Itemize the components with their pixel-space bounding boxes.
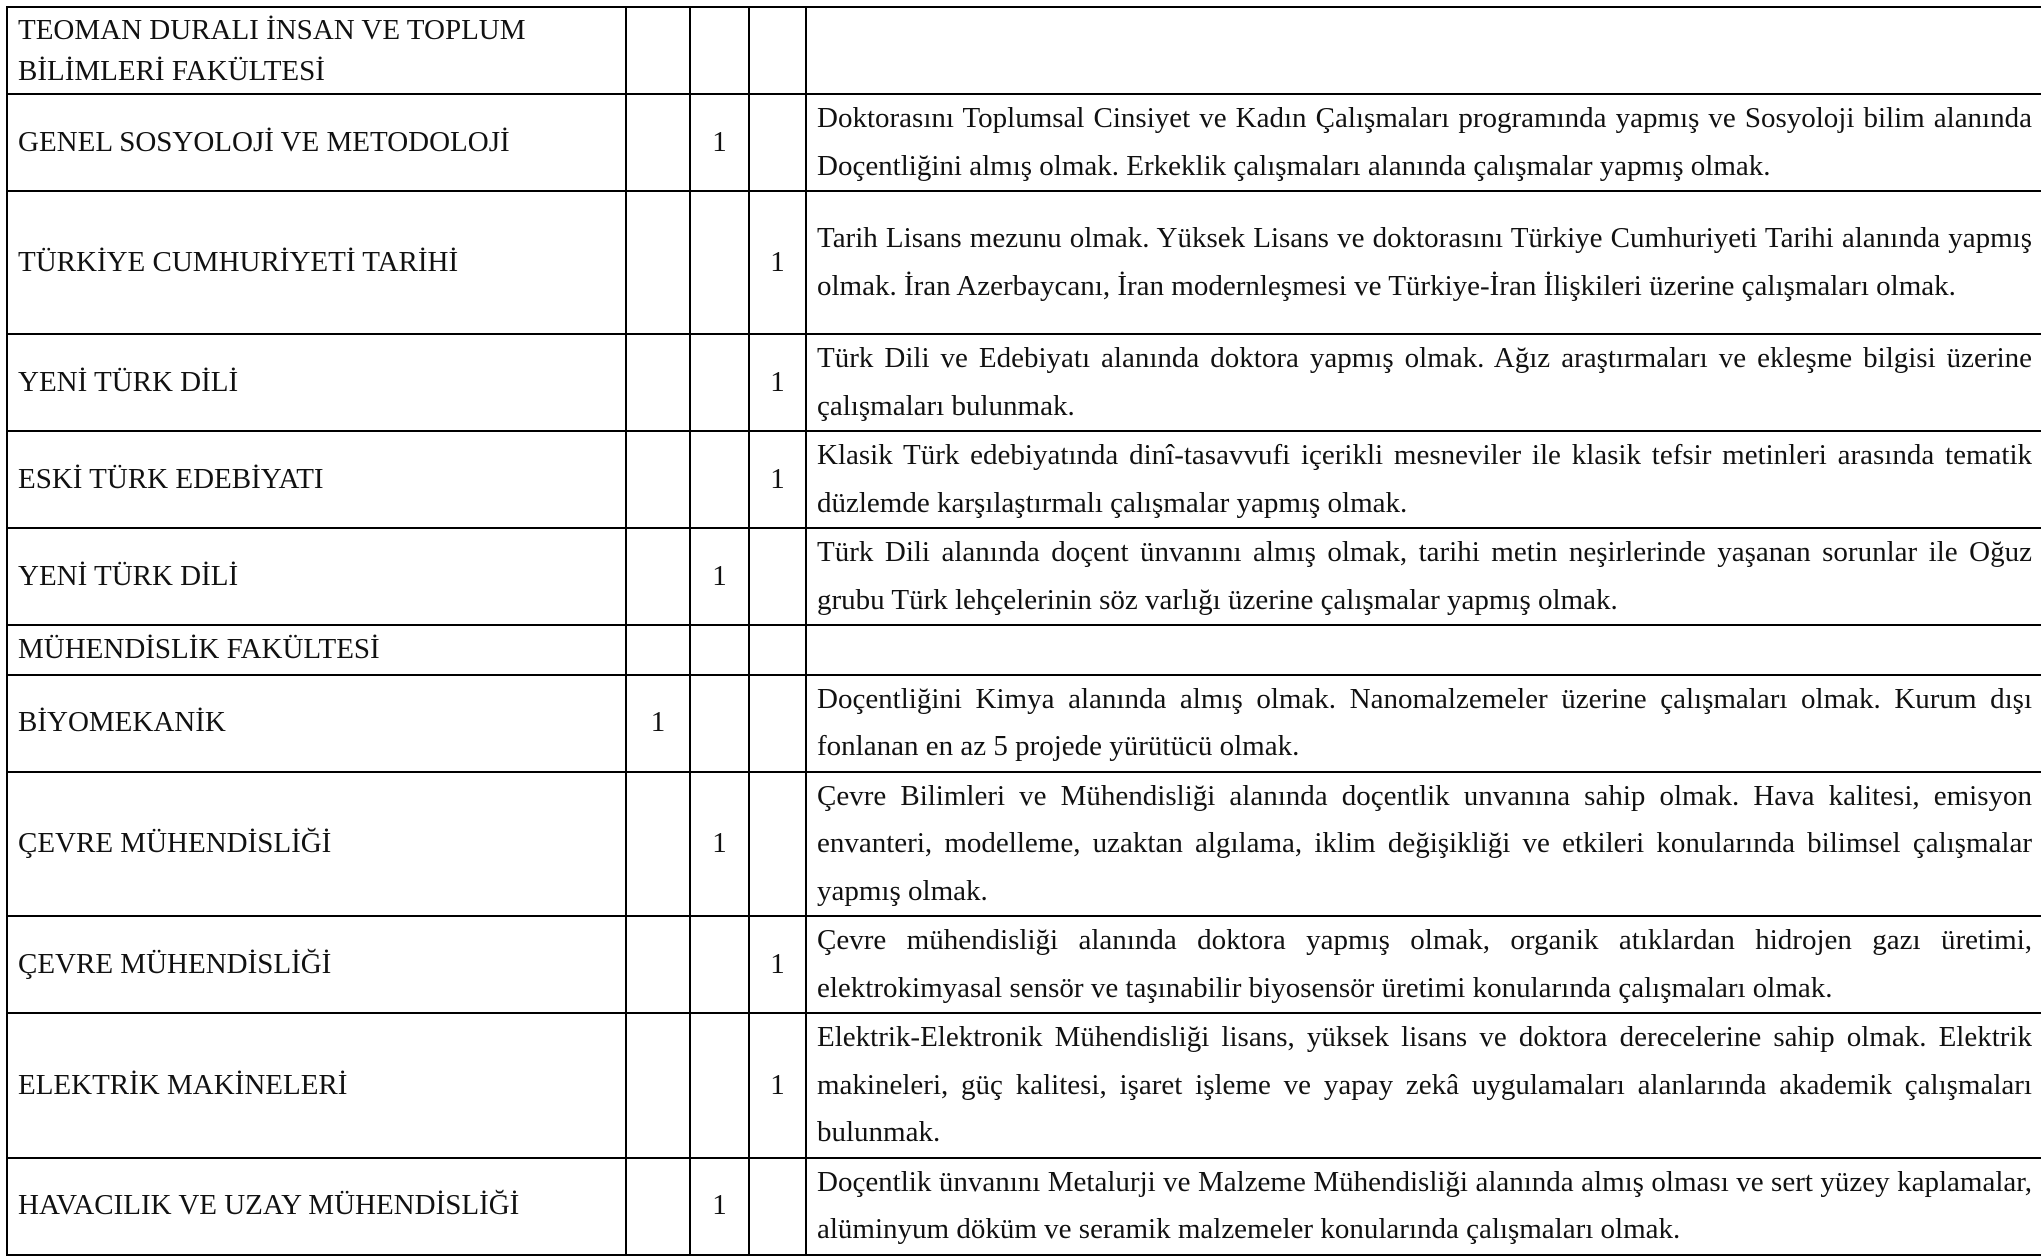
professor-count — [626, 1013, 690, 1158]
requirements-description: Türk Dili ve Edebiyatı alanında doktora yapmış olmak. Ağız araştırmaları ve ekleşme bilgisi üzerine çalışmaları bulunmak. — [806, 334, 2041, 431]
faculty-row — [7, 625, 2041, 675]
department-name: HAVACILIK VE UZAY MÜHENDİSLİĞİ — [7, 1158, 626, 1255]
department-row — [7, 191, 2041, 334]
requirements-description: Klasik Türk edebiyatında dinî-tasavvufi içerikli mesneviler ile klasik tefsir metinleri arasında tematik düzlemde karşılaştırmalı çalışmalar yapmış olmak. — [806, 431, 2041, 528]
department-row — [7, 431, 2041, 528]
professor-count — [626, 431, 690, 528]
requirements-description: Çevre Bilimleri ve Mühendisliği alanında doçentlik unvanına sahip olmak. Hava kalitesi, emisyon envanteri, modelleme, uzaktan algılama, iklim değişikliği ve etkileri konularında bilimsel çalışmalar yapmış olmak. — [806, 772, 2041, 917]
professor-count — [626, 625, 690, 675]
doctor-lecturer-count — [749, 94, 806, 191]
staff-positions-table-wrapper — [6, 6, 2041, 1256]
professor-count — [626, 916, 690, 1013]
professor-count — [626, 528, 690, 625]
department-name: ÇEVRE MÜHENDİSLİĞİ — [7, 772, 626, 917]
department-name: YENİ TÜRK DİLİ — [7, 528, 626, 625]
doctor-lecturer-count — [749, 625, 806, 675]
requirements-description: Çevre mühendisliği alanında doktora yapmış olmak, organik atıklardan hidrojen gazı üretimi, elektrokimyasal sensör ve taşınabilir biyosensör üretimi konularında çalışmaları olmak. — [806, 916, 2041, 1013]
associate-professor-count — [690, 916, 749, 1013]
requirements-description: Doçentliğini Kimya alanında almış olmak. Nanomalzemeler üzerine çalışmaları olmak. Kurum dışı fonlanan en az 5 projede yürütücü olmak. — [806, 675, 2041, 772]
requirements-description — [806, 7, 2041, 94]
associate-professor-count — [690, 191, 749, 334]
department-name: TÜRKİYE CUMHURİYETİ TARİHİ — [7, 191, 626, 334]
faculty-row — [7, 7, 2041, 94]
professor-count: 1 — [626, 675, 690, 772]
doctor-lecturer-count: 1 — [749, 191, 806, 334]
associate-professor-count: 1 — [690, 528, 749, 625]
requirements-description: Tarih Lisans mezunu olmak. Yüksek Lisans ve doktorasını Türkiye Cumhuriyeti Tarihi alanında yapmış olmak. İran Azerbaycanı, İran modernleşmesi ve Türkiye-İran İlişkileri üzerine çalışmaları olmak. — [806, 191, 2041, 334]
department-row — [7, 772, 2041, 917]
professor-count — [626, 334, 690, 431]
doctor-lecturer-count — [749, 7, 806, 94]
associate-professor-count — [690, 334, 749, 431]
doctor-lecturer-count — [749, 528, 806, 625]
requirements-description: Türk Dili alanında doçent ünvanını almış olmak, tarihi metin neşirlerinde yaşanan sorunlar ile Oğuz grubu Türk lehçelerinin söz varlığı üzerine çalışmalar yapmış olmak. — [806, 528, 2041, 625]
department-name: BİYOMEKANİK — [7, 675, 626, 772]
department-row — [7, 1013, 2041, 1158]
associate-professor-count: 1 — [690, 1158, 749, 1255]
department-row — [7, 94, 2041, 191]
department-name: ESKİ TÜRK EDEBİYATI — [7, 431, 626, 528]
department-row — [7, 675, 2041, 772]
doctor-lecturer-count: 1 — [749, 1013, 806, 1158]
requirements-description — [806, 625, 2041, 675]
staff-positions-table — [6, 6, 2041, 1256]
department-name: ÇEVRE MÜHENDİSLİĞİ — [7, 916, 626, 1013]
doctor-lecturer-count: 1 — [749, 431, 806, 528]
department-name: GENEL SOSYOLOJİ VE METODOLOJİ — [7, 94, 626, 191]
associate-professor-count — [690, 7, 749, 94]
requirements-description: Elektrik-Elektronik Mühendisliği lisans, yüksek lisans ve doktora derecelerine sahip olmak. Elektrik makineleri, güç kalitesi, işaret işleme ve yapay zekâ uygulamaları alanlarında akademik çalışmaları bulunmak. — [806, 1013, 2041, 1158]
associate-professor-count: 1 — [690, 94, 749, 191]
associate-professor-count: 1 — [690, 772, 749, 917]
doctor-lecturer-count — [749, 772, 806, 917]
requirements-description: Doçentlik ünvanını Metalurji ve Malzeme Mühendisliği alanında almış olması ve sert yüzey kaplamalar, alüminyum döküm ve seramik malzemeler konularında çalışmaları olmak. — [806, 1158, 2041, 1255]
doctor-lecturer-count: 1 — [749, 334, 806, 431]
professor-count — [626, 191, 690, 334]
professor-count — [626, 7, 690, 94]
department-row — [7, 916, 2041, 1013]
professor-count — [626, 94, 690, 191]
faculty-name: MÜHENDİSLİK FAKÜLTESİ — [7, 625, 626, 675]
doctor-lecturer-count: 1 — [749, 916, 806, 1013]
associate-professor-count — [690, 625, 749, 675]
faculty-name: TEOMAN DURALI İNSAN VE TOPLUM BİLİMLERİ FAKÜLTESİ — [7, 7, 626, 94]
department-name: YENİ TÜRK DİLİ — [7, 334, 626, 431]
department-row — [7, 334, 2041, 431]
requirements-description: Doktorasını Toplumsal Cinsiyet ve Kadın Çalışmaları programında yapmış ve Sosyoloji bilim alanında Doçentliğini almış olmak. Erkeklik çalışmaları alanında çalışmalar yapmış olmak. — [806, 94, 2041, 191]
associate-professor-count — [690, 431, 749, 528]
department-row — [7, 528, 2041, 625]
associate-professor-count — [690, 675, 749, 772]
doctor-lecturer-count — [749, 675, 806, 772]
associate-professor-count — [690, 1013, 749, 1158]
department-name: ELEKTRİK MAKİNELERİ — [7, 1013, 626, 1158]
professor-count — [626, 772, 690, 917]
